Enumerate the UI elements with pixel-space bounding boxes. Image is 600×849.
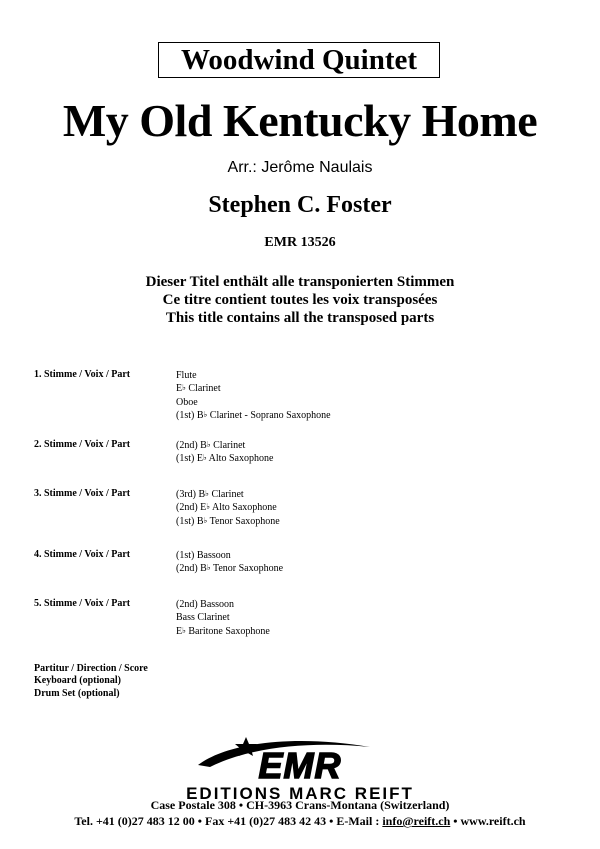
instrument-line	[176, 598, 270, 611]
instrument-line	[176, 452, 273, 465]
flat-icon: ♭	[203, 409, 208, 419]
part-instruments	[176, 439, 273, 466]
notice-line-de: Dieser Titel enthält alle transponierten Stimmen	[145, 274, 455, 290]
flat-icon: ♭	[205, 489, 209, 498]
flat-icon: ♭	[182, 625, 186, 635]
instrument-name-suffix: Clarinet	[208, 489, 244, 500]
transposed-parts-notice	[0, 273, 600, 327]
part-label: 1. Stimme / Voix / Part	[34, 369, 131, 380]
instrument-line	[176, 625, 270, 638]
instrument-line	[176, 501, 280, 514]
emr-publisher-logo	[0, 733, 600, 803]
part-label: 2. Stimme / Voix / Part	[34, 439, 131, 450]
instrument-line	[176, 369, 331, 382]
catalog-number: EMR 13526	[264, 235, 336, 250]
series-title-box: Woodwind Quintet	[158, 42, 440, 78]
flat-icon: ♭	[206, 502, 211, 512]
instrument-line	[176, 611, 270, 624]
flat-icon: ♭	[203, 515, 208, 525]
composer-name: Stephen C. Foster	[208, 192, 392, 218]
instrument-name-suffix: Baritone Saxophone	[185, 625, 270, 637]
extra-parts-list	[34, 663, 148, 700]
instrument-name: E	[176, 383, 183, 395]
publisher-name: EDITIONS MARC REIFT	[186, 784, 414, 803]
instrument-name: Oboe	[176, 396, 198, 408]
flat-icon: ♭	[206, 440, 211, 449]
part-instruments	[176, 549, 283, 576]
instrument-name: (1st) B	[176, 409, 204, 421]
instrument-line	[176, 488, 280, 501]
instrument-name-suffix: Clarinet - Soprano Saxophone	[207, 409, 331, 421]
instrument-name: (1st) B	[176, 515, 204, 527]
instrument-line	[176, 409, 331, 422]
instrument-name: (1st) E	[176, 453, 203, 465]
flat-icon: ♭	[202, 453, 207, 463]
contact-phone-fax: Tel. +41 (0)27 483 12 00 • Fax +41 (0)27 483 42 43 • E-Mail :	[74, 814, 383, 828]
instrument-name-suffix: Clarinet	[185, 383, 221, 395]
instrument-name-suffix: Tenor Saxophone	[207, 515, 280, 527]
email-link[interactable]: info@reift.ch	[382, 814, 451, 828]
logo-emr-text: EMR	[258, 745, 342, 786]
instrument-name: (1st) Bassoon	[176, 550, 231, 561]
instrument-name: (3rd) B	[176, 489, 206, 500]
instrument-line	[176, 382, 331, 395]
publisher-contact	[0, 814, 600, 828]
arranger-line: Arr.: Jerôme Naulais	[227, 159, 373, 176]
notice-line-fr: Ce titre contient toutes les voix transposées	[162, 292, 438, 308]
extra-part-drums: Drum Set (optional)	[34, 687, 120, 699]
instrument-name: (2nd) B	[176, 440, 207, 451]
instrument-name-suffix: Alto Saxophone	[210, 502, 277, 514]
extra-part-keyboard: Keyboard (optional)	[34, 675, 121, 687]
instrument-name: Bass Clarinet	[176, 612, 230, 624]
notice-line-en: This title contains all the transposed parts	[165, 310, 435, 326]
publisher-address: Case Postale 308 • CH-3963 Crans-Montana (Switzerland)	[150, 798, 450, 812]
instrument-line	[176, 515, 280, 528]
part-instruments	[176, 369, 331, 422]
instrument-name: E	[176, 625, 183, 637]
part-label: 5. Stimme / Voix / Part	[34, 598, 131, 609]
instrument-name: (2nd) E	[176, 502, 207, 514]
flat-icon: ♭	[206, 563, 211, 573]
piece-title: My Old Kentucky Home	[62, 95, 538, 146]
flat-icon: ♭	[182, 383, 186, 393]
instrument-name-suffix: Alto Saxophone	[206, 453, 274, 465]
instrument-name: (2nd) Bassoon	[176, 599, 235, 610]
instrument-name: (2nd) B	[176, 563, 207, 575]
part-label: 4. Stimme / Voix / Part	[34, 549, 131, 560]
part-label: 3. Stimme / Voix / Part	[34, 488, 131, 499]
instrument-name-suffix: Clarinet	[210, 440, 246, 451]
website: • www.reift.ch	[450, 814, 526, 828]
extra-part-score: Partitur / Direction / Score	[34, 663, 148, 674]
instrument-line	[176, 439, 273, 452]
instrument-line	[176, 549, 283, 562]
instrument-name-suffix: Tenor Saxophone	[210, 563, 284, 575]
instrument-line	[176, 562, 283, 575]
part-instruments	[176, 488, 280, 528]
instrument-line	[176, 396, 331, 409]
part-instruments	[176, 598, 270, 638]
instrument-name: Flute	[176, 370, 197, 381]
